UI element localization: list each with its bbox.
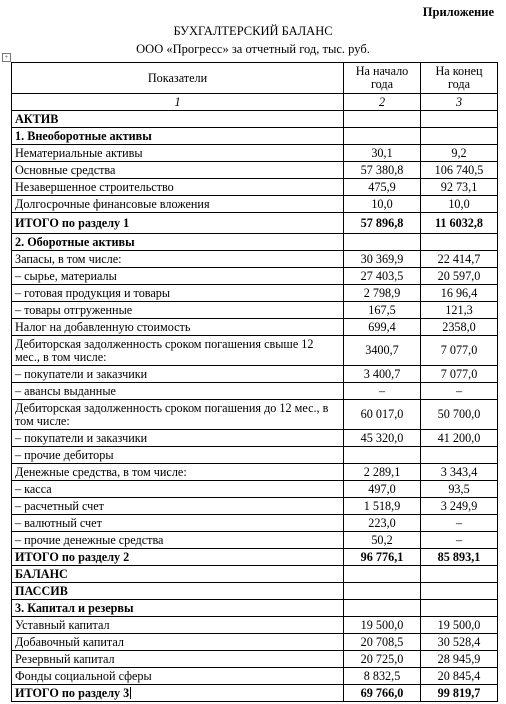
value-start-of-year bbox=[344, 111, 421, 128]
table-row bbox=[12, 285, 498, 302]
value-end-of-year bbox=[421, 128, 498, 145]
value-start-of-year: 30 369,9 bbox=[344, 251, 421, 268]
row-label: ИТОГО по разделу 2 bbox=[12, 549, 344, 566]
value-start-of-year: 2 798,9 bbox=[344, 285, 421, 302]
table-row bbox=[12, 162, 498, 179]
value-end-of-year: 93,5 bbox=[421, 481, 498, 498]
value-end-of-year: 7 077,0 bbox=[421, 366, 498, 383]
document-title: БУХГАЛТЕРСКИЙ БАЛАНС bbox=[173, 24, 333, 38]
row-label: – прочие дебиторы bbox=[12, 447, 344, 464]
table-row bbox=[12, 464, 498, 481]
value-end-of-year: 16 96,4 bbox=[421, 285, 498, 302]
value-end-of-year: 9,2 bbox=[421, 145, 498, 162]
value-start-of-year: 45 320,0 bbox=[344, 430, 421, 447]
table-row bbox=[12, 634, 498, 651]
value-start-of-year: 96 776,1 bbox=[344, 549, 421, 566]
value-end-of-year: – bbox=[421, 532, 498, 549]
value-end-of-year: – bbox=[421, 515, 498, 532]
value-end-of-year: 11 6032,8 bbox=[421, 213, 498, 234]
value-start-of-year: 69 766,0 bbox=[344, 685, 421, 702]
value-start-of-year bbox=[344, 600, 421, 617]
value-start-of-year: 475,9 bbox=[344, 179, 421, 196]
table-row bbox=[12, 617, 498, 634]
table-row bbox=[12, 515, 498, 532]
table-row bbox=[12, 336, 498, 366]
table-row bbox=[12, 600, 498, 617]
value-end-of-year: 41 200,0 bbox=[421, 430, 498, 447]
value-start-of-year: 20 708,5 bbox=[344, 634, 421, 651]
value-end-of-year bbox=[421, 566, 498, 583]
column-number-row bbox=[12, 94, 498, 111]
row-label: Уставный капитал bbox=[12, 617, 344, 634]
row-label: 2. Оборотные активы bbox=[12, 234, 344, 251]
row-label: ИТОГО по разделу 1 bbox=[12, 213, 344, 234]
row-label: Запасы, в том числе: bbox=[12, 251, 344, 268]
table-row bbox=[12, 383, 498, 400]
row-label: Долгосрочные финансовые вложения bbox=[12, 196, 344, 213]
value-start-of-year: 2 289,1 bbox=[344, 464, 421, 481]
row-label: – прочие денежные средства bbox=[12, 532, 344, 549]
table-row bbox=[12, 481, 498, 498]
value-end-of-year: 2358,0 bbox=[421, 319, 498, 336]
value-start-of-year: 3400,7 bbox=[344, 336, 421, 366]
table-row bbox=[12, 549, 498, 566]
value-start-of-year: 10,0 bbox=[344, 196, 421, 213]
table-row bbox=[12, 145, 498, 162]
value-end-of-year: 121,3 bbox=[421, 302, 498, 319]
table-row bbox=[12, 268, 498, 285]
value-end-of-year: 10,0 bbox=[421, 196, 498, 213]
appendix-label: Приложение bbox=[422, 5, 494, 19]
table-row bbox=[12, 566, 498, 583]
value-start-of-year: 50,2 bbox=[344, 532, 421, 549]
value-end-of-year: 22 414,7 bbox=[421, 251, 498, 268]
value-start-of-year bbox=[344, 128, 421, 145]
value-start-of-year: 167,5 bbox=[344, 302, 421, 319]
row-label: Дебиторская задолженность сроком погашения свыше 12 мес., в том числе: bbox=[12, 336, 344, 366]
value-end-of-year: 92 73,1 bbox=[421, 179, 498, 196]
value-end-of-year: 20 597,0 bbox=[421, 268, 498, 285]
row-label: 1. Внеоборотные активы bbox=[12, 128, 344, 145]
table-row bbox=[12, 400, 498, 430]
row-label: ПАССИВ bbox=[12, 583, 344, 600]
row-label: – покупатели и заказчики bbox=[12, 366, 344, 383]
row-label: ИТОГО по разделу 3 bbox=[12, 685, 344, 702]
header-end-of-year: На конец года bbox=[421, 63, 498, 94]
value-start-of-year: – bbox=[344, 383, 421, 400]
table-row bbox=[12, 213, 498, 234]
value-end-of-year: 99 819,7 bbox=[421, 685, 498, 702]
value-start-of-year: 60 017,0 bbox=[344, 400, 421, 430]
row-label: Незавершенное строительство bbox=[12, 179, 344, 196]
table-row bbox=[12, 430, 498, 447]
value-end-of-year: 106 740,5 bbox=[421, 162, 498, 179]
table-row bbox=[12, 179, 498, 196]
value-start-of-year: 57 380,8 bbox=[344, 162, 421, 179]
row-label: Налог на добавленную стоимость bbox=[12, 319, 344, 336]
row-label: – валютный счет bbox=[12, 515, 344, 532]
value-end-of-year: 3 343,4 bbox=[421, 464, 498, 481]
value-start-of-year: 19 500,0 bbox=[344, 617, 421, 634]
table-move-handle-icon[interactable]: + bbox=[2, 53, 11, 62]
value-start-of-year: 8 832,5 bbox=[344, 668, 421, 685]
row-label: АКТИВ bbox=[12, 111, 344, 128]
row-label: 3. Капитал и резервы bbox=[12, 600, 344, 617]
value-start-of-year: 1 518,9 bbox=[344, 498, 421, 515]
value-start-of-year: 223,0 bbox=[344, 515, 421, 532]
table-row bbox=[12, 302, 498, 319]
table-row bbox=[12, 668, 498, 685]
value-end-of-year: 7 077,0 bbox=[421, 336, 498, 366]
table-row bbox=[12, 685, 498, 702]
row-label: Фонды социальной сферы bbox=[12, 668, 344, 685]
value-end-of-year: 28 945,9 bbox=[421, 651, 498, 668]
table-row bbox=[12, 532, 498, 549]
value-start-of-year bbox=[344, 234, 421, 251]
table-row bbox=[12, 251, 498, 268]
value-end-of-year: 3 249,9 bbox=[421, 498, 498, 515]
table-header-row bbox=[12, 63, 498, 94]
value-end-of-year: 50 700,0 bbox=[421, 400, 498, 430]
value-start-of-year: 699,4 bbox=[344, 319, 421, 336]
table-row bbox=[12, 196, 498, 213]
column-number-3: 3 bbox=[421, 94, 498, 111]
table-row bbox=[12, 128, 498, 145]
value-end-of-year: 30 528,4 bbox=[421, 634, 498, 651]
table-row bbox=[12, 366, 498, 383]
row-label: – готовая продукция и товары bbox=[12, 285, 344, 302]
row-label: Дебиторская задолженность сроком погашения до 12 мес., в том числе: bbox=[12, 400, 344, 430]
balance-table-body bbox=[12, 63, 498, 702]
table-row bbox=[12, 498, 498, 515]
row-label: Основные средства bbox=[12, 162, 344, 179]
value-end-of-year bbox=[421, 583, 498, 600]
value-end-of-year bbox=[421, 111, 498, 128]
header-indicators: Показатели bbox=[12, 63, 344, 94]
row-label: Денежные средства, в том числе: bbox=[12, 464, 344, 481]
value-start-of-year: 497,0 bbox=[344, 481, 421, 498]
value-end-of-year bbox=[421, 447, 498, 464]
row-label: – авансы выданные bbox=[12, 383, 344, 400]
value-end-of-year: – bbox=[421, 383, 498, 400]
text-cursor bbox=[130, 687, 131, 699]
table-row bbox=[12, 583, 498, 600]
table-row bbox=[12, 319, 498, 336]
value-start-of-year bbox=[344, 583, 421, 600]
row-label: Добавочный капитал bbox=[12, 634, 344, 651]
value-start-of-year: 3 400,7 bbox=[344, 366, 421, 383]
value-start-of-year: 20 725,0 bbox=[344, 651, 421, 668]
row-label: – покупатели и заказчики bbox=[12, 430, 344, 447]
table-row bbox=[12, 447, 498, 464]
value-start-of-year bbox=[344, 447, 421, 464]
row-label: – сырье, материалы bbox=[12, 268, 344, 285]
value-start-of-year: 27 403,5 bbox=[344, 268, 421, 285]
row-label: – товары отгруженные bbox=[12, 302, 344, 319]
value-start-of-year bbox=[344, 566, 421, 583]
row-label: Нематериальные активы bbox=[12, 145, 344, 162]
column-number-1: 1 bbox=[12, 94, 344, 111]
table-row bbox=[12, 651, 498, 668]
value-end-of-year bbox=[421, 234, 498, 251]
row-label: – расчетный счет bbox=[12, 498, 344, 515]
value-end-of-year: 19 500,0 bbox=[421, 617, 498, 634]
balance-table bbox=[11, 62, 498, 702]
row-label: – касса bbox=[12, 481, 344, 498]
value-end-of-year bbox=[421, 600, 498, 617]
table-row bbox=[12, 234, 498, 251]
value-start-of-year: 57 896,8 bbox=[344, 213, 421, 234]
value-end-of-year: 85 893,1 bbox=[421, 549, 498, 566]
document-subtitle: ООО «Прогресс» за отчетный год, тыс. руб. bbox=[136, 42, 370, 56]
column-number-2: 2 bbox=[344, 94, 421, 111]
value-start-of-year: 30,1 bbox=[344, 145, 421, 162]
value-end-of-year: 20 845,4 bbox=[421, 668, 498, 685]
row-label: Резервный капитал bbox=[12, 651, 344, 668]
row-label: БАЛАНС bbox=[12, 566, 344, 583]
header-start-of-year: На начало года bbox=[344, 63, 421, 94]
table-row bbox=[12, 111, 498, 128]
